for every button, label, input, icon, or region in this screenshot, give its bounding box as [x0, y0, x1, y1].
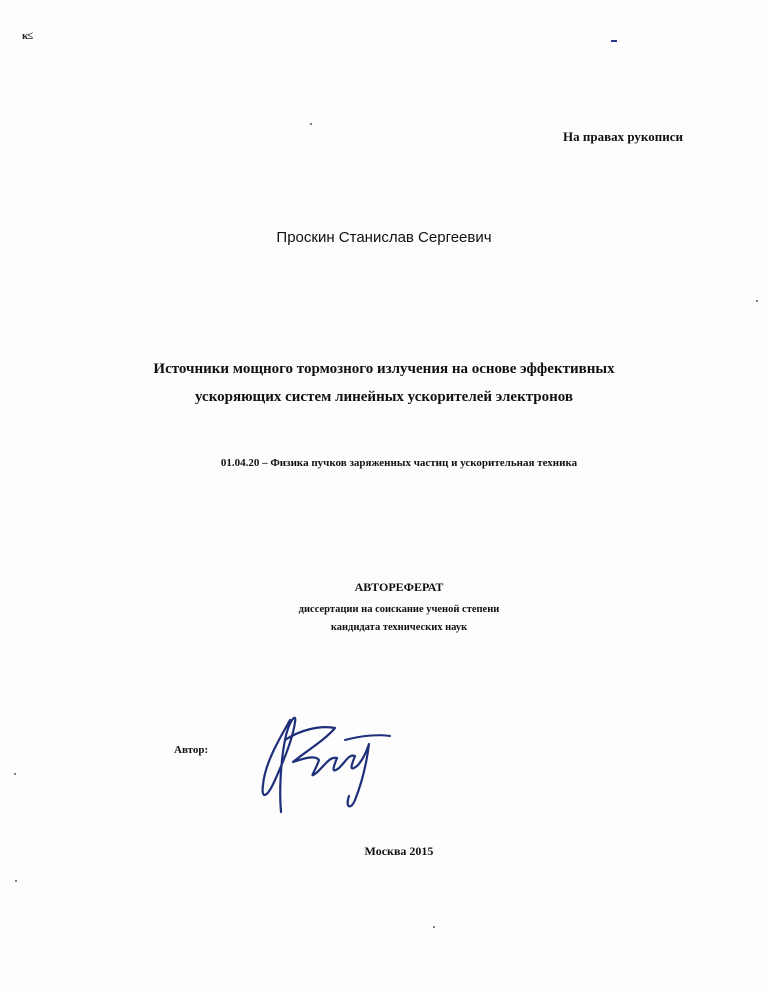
city-year: Москва 2015	[364, 844, 434, 858]
title-line-1: Источники мощного тормозного излучения на основе эффективных	[153, 361, 615, 377]
corner-mark: κ≤	[22, 30, 33, 42]
scan-speck	[756, 300, 758, 302]
handwritten-signature	[245, 700, 395, 830]
author-label: Автор:	[174, 744, 209, 756]
scan-speck	[310, 123, 312, 125]
abstract-line-1: диссертации на соискание ученой степени	[298, 604, 500, 615]
scan-speck	[15, 880, 17, 882]
manuscript-rights-note: На правах рукописи	[563, 129, 683, 144]
scan-dash-mark	[611, 40, 617, 42]
abstract-line-2: кандидата технических наук	[330, 622, 468, 633]
author-name: Проскин Станислав Сергеевич	[276, 229, 492, 246]
dissertation-title	[0, 355, 768, 411]
scan-speck	[14, 773, 16, 775]
scan-speck	[433, 926, 435, 928]
title-line-2: ускоряющих систем линейных ускорителей электронов	[195, 389, 573, 405]
abstract-heading: АВТОРЕФЕРАТ	[354, 580, 444, 594]
specialty-code: 01.04.20 – Физика пучков заряженных частиц и ускорительная техника	[220, 457, 578, 469]
abstract-block	[0, 580, 768, 637]
